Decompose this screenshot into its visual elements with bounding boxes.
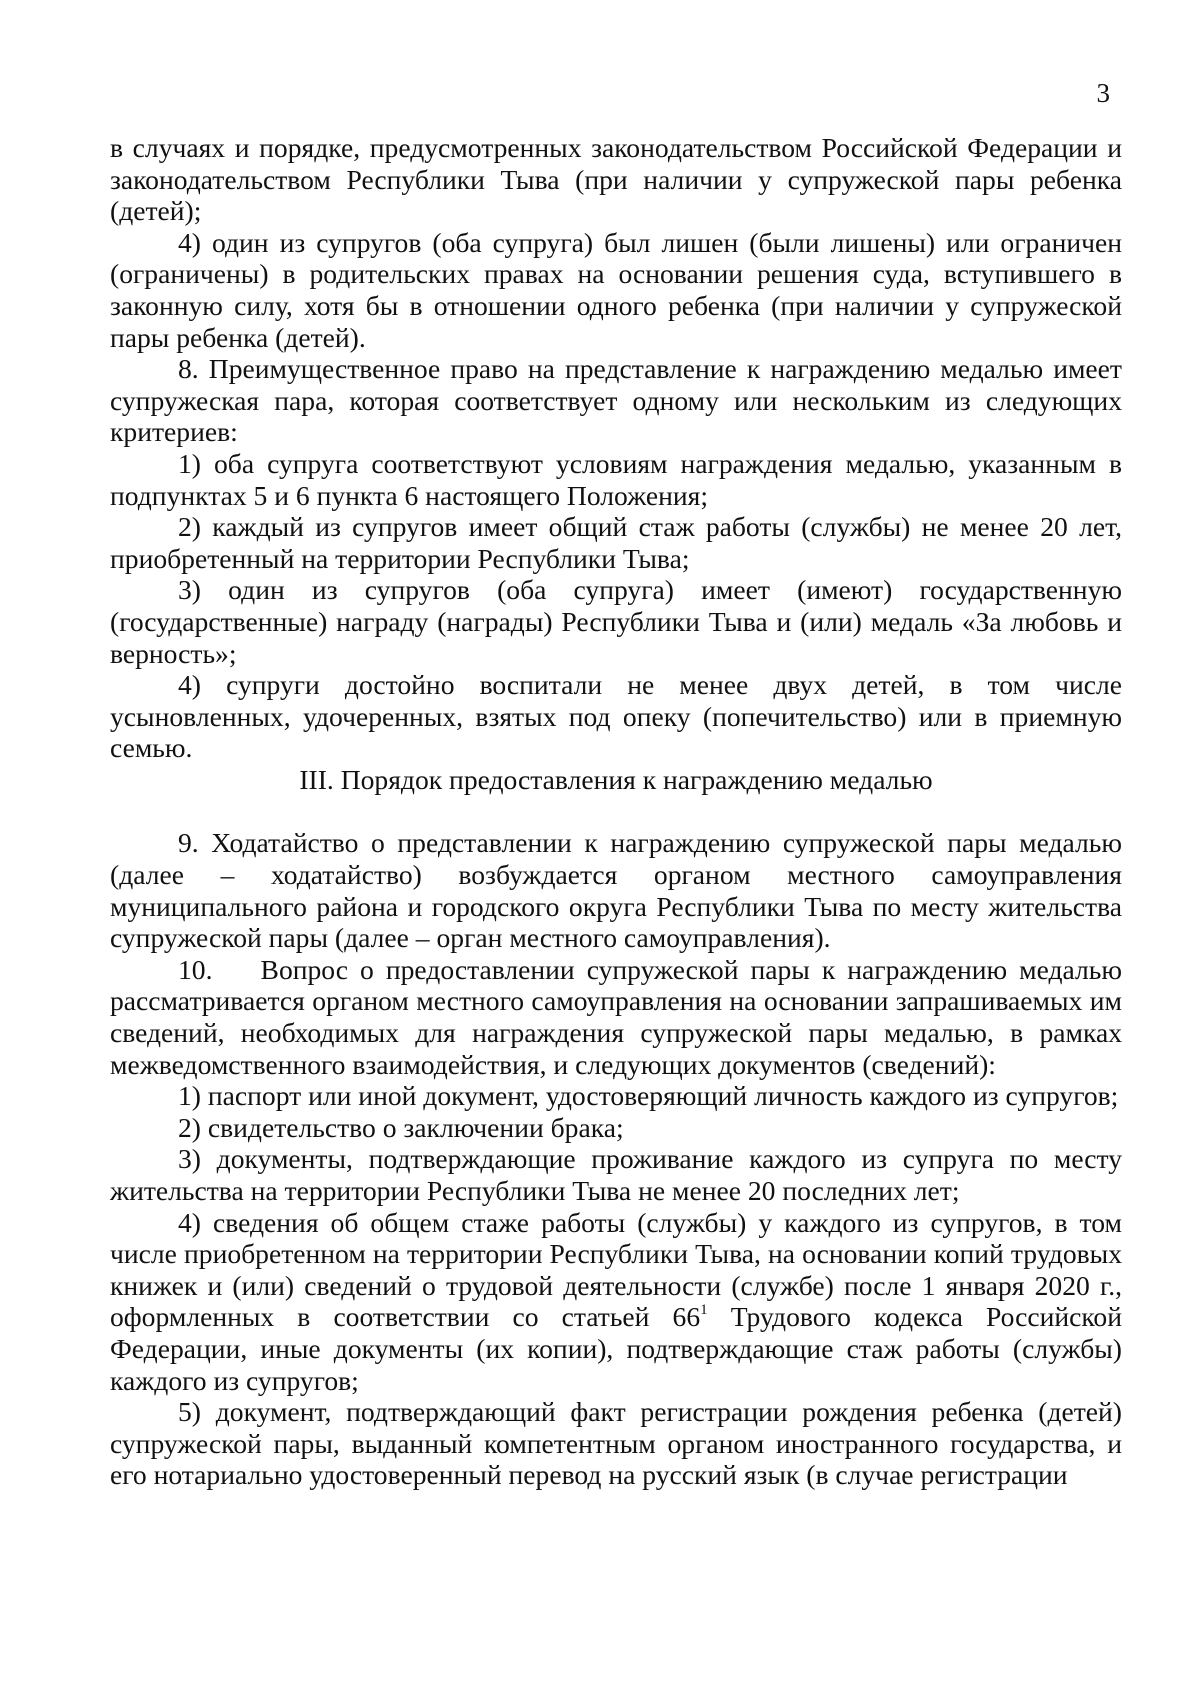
paragraph-continuation: в случаях и порядке, предусмотренных законодательством Российской Федерации и законодательством Республики Тыва (при наличии у супружеской пары ребенка (детей); (110, 132, 1122, 227)
paragraph-clause-10: 10. Вопрос о предоставлении супружеской пары к награждению медалью рассматривается органом местного самоуправления на основании запрашиваемых им сведений, необходимых для награждения супружеской пары медалью, в рамках межведомственного взаимодействия, и следующих документов (сведений): (110, 953, 1129, 1080)
paragraph-criterion-4: 4) супруги достойно воспитали не менее двух детей, в том числе усыновленных, удочеренных, взятых под опеку (попечительство) или в приемную семью. (110, 669, 1122, 764)
paragraph-criterion-3: 3) один из супругов (оба супруга) имеет (имеют) государственную (государственные) награду (награды) Республики Тыва и (или) медаль «За любовь и верность»; (110, 574, 1122, 669)
paragraph-document-2: 2) свидетельство о заключении брака; (178, 1111, 624, 1143)
paragraph-criterion-2: 2) каждый из супругов имеет общий стаж работы (службы) не менее 20 лет, приобретенный на территории Республики Тыва; (110, 511, 1122, 574)
paragraph-document-4-text-a: 4) сведения об общем стаже работы (службы) у каждого из супругов, в том числе приобретенном на территории Республики Тыва, на основании копий трудовых книжек и (или) сведений о трудовой деятельности (службе) после 1 января 2020 г., оформленных в соответствии со статьей 66 (110, 1206, 1122, 1333)
paragraph-criterion-1: 1) оба супруга соответствуют условиям награждения медалью, указанным в подпунктах 5 и 6 пункта 6 настоящего Положения; (110, 447, 1122, 511)
document-body (110, 132, 1129, 1491)
paragraph-document-4 (110, 1207, 1122, 1397)
paragraph-document-3: 3) документы, подтверждающие проживание каждого из супруга по месту жительства на территории Республики Тыва не менее 20 последних лет; (110, 1143, 1122, 1206)
paragraph-document-5: 5) документ, подтверждающий факт регистрации рождения ребенка (детей) супружеской пары, выданный компетентным органом иностранного государства, и его нотариально удостоверенный перевод на русский язык (в случае регистрации (110, 1396, 1122, 1491)
paragraph-item-4-deprived: 4) один из супругов (оба супруга) был лишен (были лишены) или ограничен (ограничены) в родительских правах на основании решения суда, вступившего в законную силу, хотя бы в отношении одного ребенка (при наличии у супружеской пары ребенка (детей). (110, 226, 1122, 353)
paragraph-clause-9: 9. Ходатайство о представлении к награждению супружеской пары медалью (далее – ходатайство) возбуждается органом местного самоуправления муниципального района и городского округа Республики Тыва по месту жительства супружеской пары (далее – орган местного самоуправления). (110, 827, 1122, 954)
paragraph-document-4-text-b: Трудового кодекса Российской Федерации, иные документы (их копии), подтверждающие стаж работы (службы) каждого из супругов; (110, 1301, 1122, 1396)
section-heading: III. Порядок предоставления к награждению медалью (299, 763, 933, 795)
paragraph-clause-8: 8. Преимущественное право на представление к награждению медалью имеет супружеская пара, которая соответствует одному или нескольким из следующих критериев: (110, 353, 1122, 448)
page-number: 3 (1096, 78, 1110, 108)
paragraph-document-1: 1) паспорт или иной документ, удостоверяющий личность каждого из супругов; (178, 1080, 1119, 1112)
superscript-article-number: 1 (700, 1302, 708, 1319)
